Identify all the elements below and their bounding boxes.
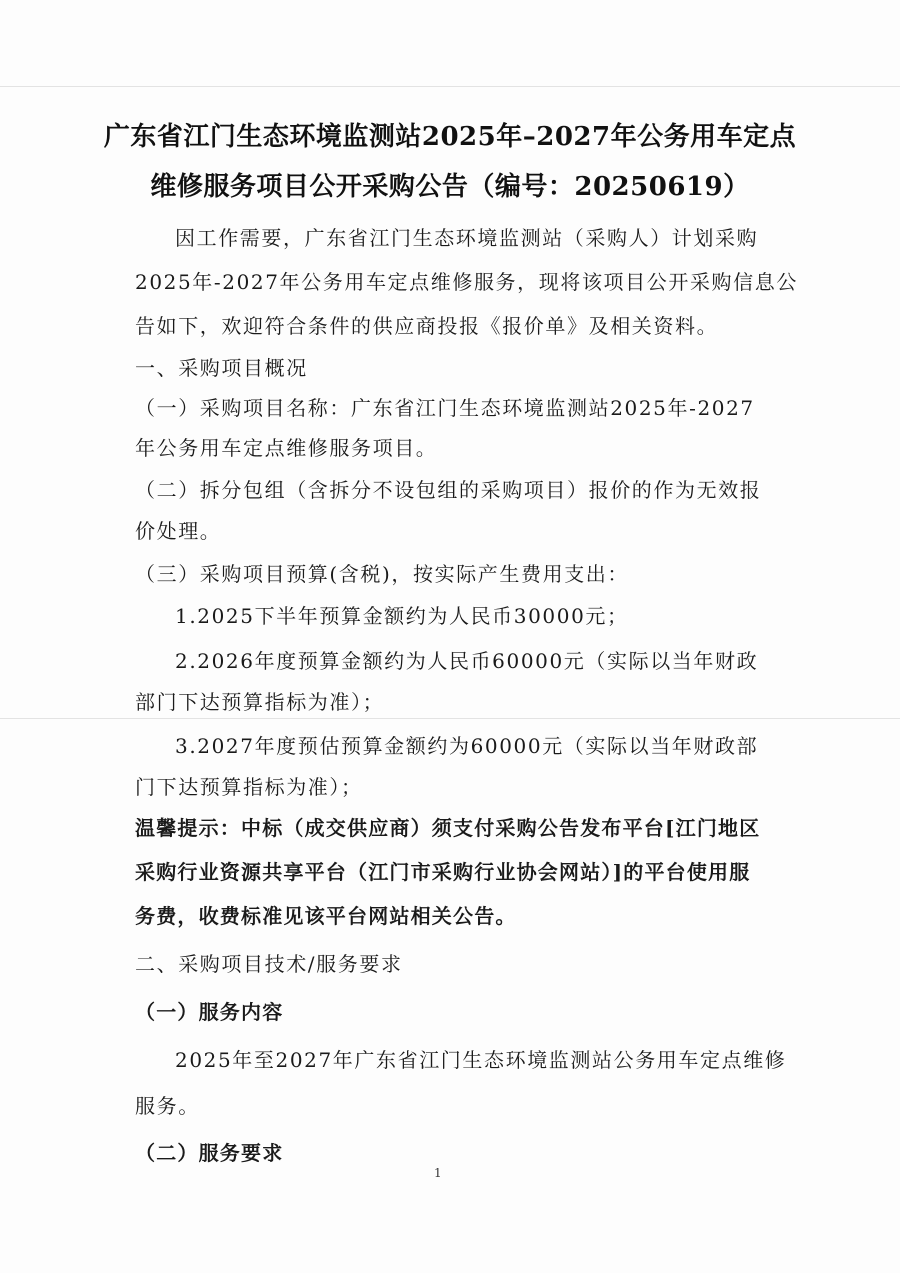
scan-edge-line	[0, 86, 900, 87]
item-1-line-1: （一）采购项目名称：广东省江门生态环境监测站2025年-2027	[135, 396, 755, 420]
item-2-line-2: 价处理。	[135, 519, 222, 543]
budget-3-line-2: 门下达预算指标为准）；	[135, 775, 363, 799]
sub-section-1-heading: （一）服务内容	[135, 1000, 284, 1024]
notice-line-2: 采购行业资源共享平台（江门市采购行业协会网站）]的平台使用服	[135, 860, 751, 884]
document-title-line-1: 广东省江门生态环境监测站2025年–2027年公务用车定点	[103, 122, 797, 152]
scan-fold-line	[0, 718, 900, 719]
document-title-line-2: 维修服务项目公开采购公告（编号：20250619）	[150, 172, 750, 202]
intro-line-2: 2025年-2027年公务用车定点维修服务，现将该项目公开采购信息公	[135, 270, 798, 294]
section-1-heading: 一、采购项目概况	[135, 356, 308, 380]
page-number: 1	[434, 1166, 442, 1180]
item-3-line: （三）采购项目预算(含税)，按实际产生费用支出：	[135, 562, 630, 586]
notice-line-1: 温馨提示：中标（成交供应商）须支付采购公告发布平台[江门地区	[135, 816, 761, 840]
section-2-heading: 二、采购项目技术/服务要求	[135, 952, 403, 976]
service-content-line-2: 服务。	[135, 1094, 200, 1118]
notice-line-3: 务费，收费标准见该平台网站相关公告。	[135, 904, 517, 928]
budget-3-line-1: 3.2027年度预估预算金额约为60000元（实际以当年财政部	[175, 734, 759, 758]
budget-1-line: 1.2025下半年预算金额约为人民币30000元；	[175, 604, 629, 628]
intro-line-3: 告如下，欢迎符合条件的供应商投报《报价单》及相关资料。	[135, 314, 719, 338]
budget-2-line-1: 2.2026年度预算金额约为人民币60000元（实际以当年财政	[175, 649, 759, 673]
service-content-line-1: 2025年至2027年广东省江门生态环境监测站公务用车定点维修	[175, 1048, 787, 1072]
sub-section-2-heading: （二）服务要求	[135, 1141, 284, 1165]
item-1-line-2: 年公务用车定点维修服务项目。	[135, 436, 438, 460]
item-2-line-1: （二）拆分包组（含拆分不设包组的采购项目）报价的作为无效报	[135, 478, 762, 502]
budget-2-line-2: 部门下达预算指标为准）；	[135, 690, 385, 714]
intro-line-1: 因工作需要，广东省江门生态环境监测站（采购人）计划采购	[175, 226, 759, 250]
